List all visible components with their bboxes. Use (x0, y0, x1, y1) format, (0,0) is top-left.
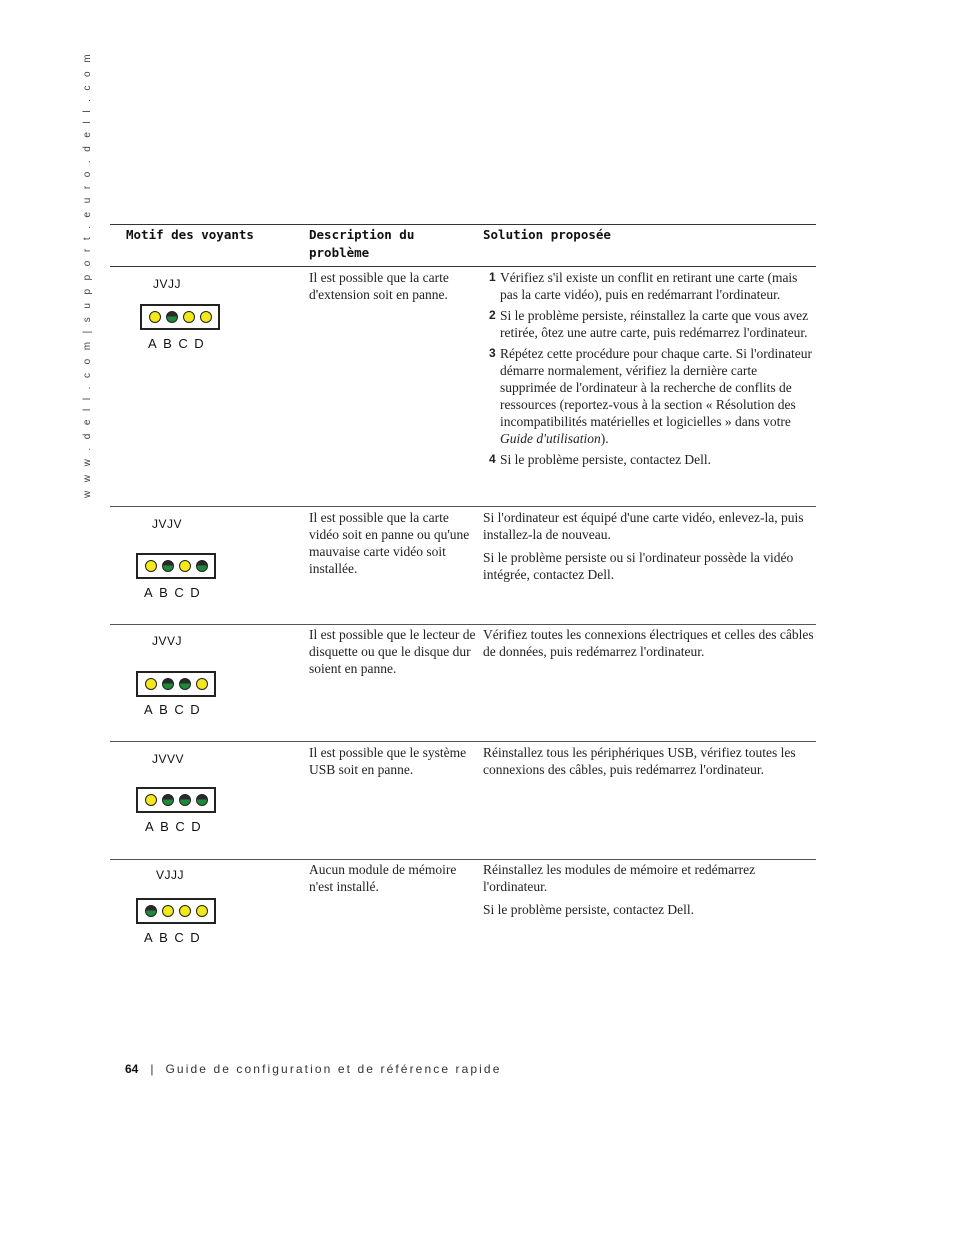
led-b-green-icon (162, 678, 174, 690)
solution-step (483, 451, 816, 468)
solution (483, 509, 816, 589)
solution-text: Si le problème persiste, contactez Dell. (483, 902, 695, 917)
led-b-green-icon (162, 794, 174, 806)
led-a-green-icon (145, 905, 157, 917)
led-panel (136, 898, 216, 924)
step-number: 4 (489, 452, 496, 466)
pattern-code: JVVV (152, 752, 185, 766)
led-panel (136, 553, 216, 579)
led-b-green-icon (166, 311, 178, 323)
solution-text: Si l'ordinateur est équipé d'une carte vidéo, enlevez-la, puis installez-la de nouveau. (483, 510, 804, 542)
table-row (110, 741, 816, 858)
table-row (110, 624, 816, 741)
solution-step (483, 345, 816, 447)
side-url: w w w . d e l l . c o m | s u p p o r t . e u r o . d e l l . c o m (82, 51, 93, 498)
footer-separator: | (150, 1062, 154, 1076)
solution (483, 861, 816, 924)
step-text: Si le problème persiste, réinstallez la carte que vous avez retirée, ôtez une autre carte, puis redémarrez l'ordinateur. (500, 308, 809, 340)
pattern-code: JVJV (152, 517, 183, 531)
step-number: 3 (489, 346, 496, 360)
led-c-yellow-icon (179, 560, 191, 572)
pattern-code: JVJJ (153, 277, 182, 291)
led-d-yellow-icon (196, 905, 208, 917)
pattern-code: JVVJ (152, 634, 183, 648)
problem-description: Il est possible que le lecteur de disquette ou que le disque dur soient en panne. (309, 627, 476, 676)
table-row (110, 859, 816, 970)
header-solution: Solution proposée (483, 227, 611, 242)
header-description: Description du problème (309, 227, 415, 260)
led-c-yellow-icon (183, 311, 195, 323)
step-number: 2 (489, 308, 496, 322)
solution-text: Réinstallez les modules de mémoire et redémarrez l'ordinateur. (483, 862, 756, 894)
led-letters: ABCD (144, 585, 207, 600)
led-c-green-icon (179, 794, 191, 806)
step-text-end: ). (600, 431, 609, 446)
problem-description: Il est possible que la carte vidéo soit en panne ou qu'une mauvaise carte vidéo soit installée. (309, 510, 470, 576)
led-d-yellow-icon (200, 311, 212, 323)
led-d-green-icon (196, 794, 208, 806)
led-d-yellow-icon (196, 678, 208, 690)
led-a-yellow-icon (145, 794, 157, 806)
step-text: Vérifiez s'il existe un conflit en retirant une carte (mais pas la carte vidéo), puis en redémarrant l'ordinateur. (500, 270, 798, 302)
led-panel (136, 787, 216, 813)
table-header (110, 224, 816, 267)
solution-text: Réinstallez tous les périphériques USB, vérifiez toutes les connexions des câbles, puis redémarrez l'ordinateur. (483, 745, 796, 777)
problem-description: Il est possible que le système USB soit en panne. (309, 745, 467, 777)
led-letters: ABCD (144, 702, 207, 717)
led-panel (136, 671, 216, 697)
table-row (110, 506, 816, 623)
solution-step (483, 307, 816, 341)
solution (483, 744, 816, 784)
led-a-yellow-icon (145, 678, 157, 690)
step-text: Répétez cette procédure pour chaque carte. Si l'ordinateur démarre normalement, vérifiez la dernière carte supprimée de l'ordinateur à la recherche de conflits de ressources (reportez-vous à la section « Résolution des incompatibilités matérielles et logicielles » dans votre (500, 346, 813, 429)
led-d-green-icon (196, 560, 208, 572)
led-c-green-icon (179, 678, 191, 690)
table-row (110, 267, 816, 506)
solution-text: Vérifiez toutes les connexions électriques et celles des câbles de données, puis redémarrez l'ordinateur. (483, 627, 814, 659)
guide-reference: Guide d'utilisation (500, 431, 601, 446)
led-letters: ABCD (145, 819, 208, 834)
led-c-yellow-icon (179, 905, 191, 917)
solution (483, 626, 816, 666)
led-panel (140, 304, 220, 330)
solution (483, 269, 816, 472)
led-a-yellow-icon (145, 560, 157, 572)
step-number: 1 (489, 270, 496, 284)
page-number: 64 (125, 1062, 139, 1076)
page-footer (125, 1062, 501, 1076)
led-b-yellow-icon (162, 905, 174, 917)
solution-text: Si le problème persiste ou si l'ordinateur possède la vidéo intégrée, contactez Dell. (483, 550, 794, 582)
step-text: Si le problème persiste, contactez Dell. (500, 452, 712, 467)
problem-description: Il est possible que la carte d'extension soit en panne. (309, 270, 449, 302)
solution-step (483, 269, 816, 303)
led-letters: ABCD (148, 336, 211, 351)
problem-description: Aucun module de mémoire n'est installé. (309, 862, 457, 894)
led-b-green-icon (162, 560, 174, 572)
pattern-code: VJJJ (156, 868, 185, 882)
header-pattern: Motif des voyants (126, 227, 254, 242)
led-letters: ABCD (144, 930, 207, 945)
guide-title: Guide de configuration et de référence rapide (165, 1062, 502, 1076)
led-a-yellow-icon (149, 311, 161, 323)
